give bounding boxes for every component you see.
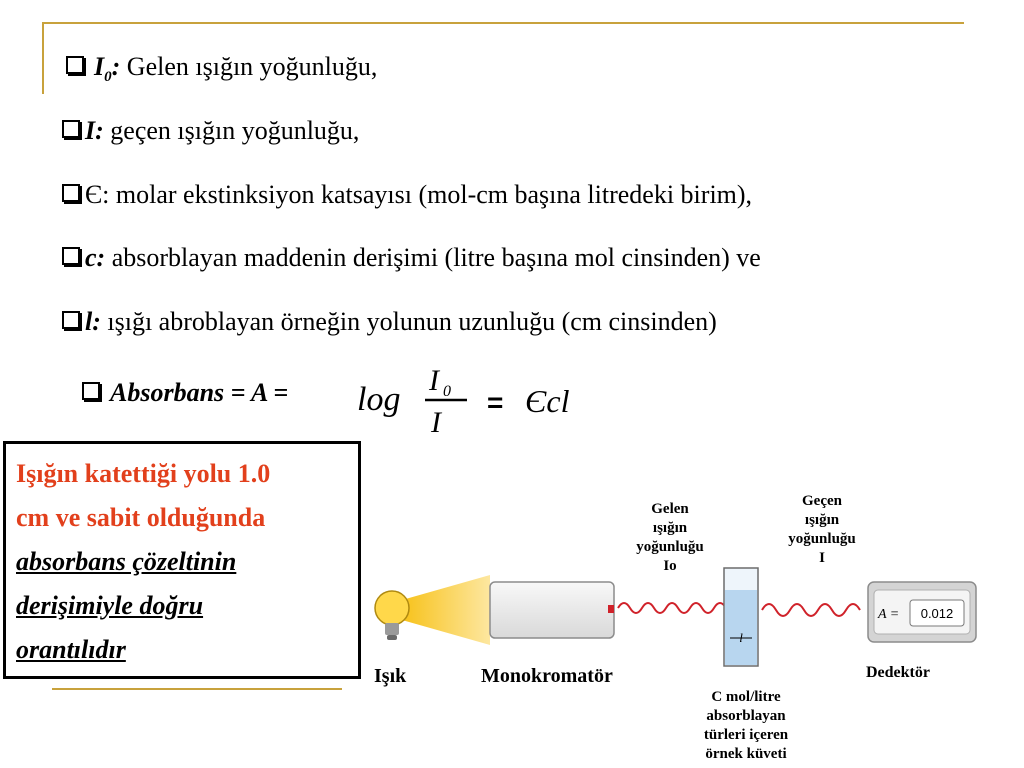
detector-readout-value: 0.012	[920, 606, 954, 621]
bullet-c	[62, 243, 761, 273]
formula-rhs: Єcl	[525, 383, 570, 419]
detector-label: Dedektör	[866, 664, 930, 681]
monochromator-box	[490, 582, 614, 638]
symbol-i0: $I_0$:	[94, 52, 121, 86]
bullet-text: Gelen ışığın yoğunluğu,	[120, 52, 378, 81]
note-box	[3, 441, 361, 679]
spectrophotometer-diagram	[360, 560, 980, 670]
formula-equals: =	[487, 387, 504, 418]
bullet-text: : molar ekstinksiyon katsayısı (mol-cm başına litredeki birim),	[102, 180, 753, 209]
formula-denominator: I	[431, 406, 441, 439]
outgoing-wave	[762, 604, 860, 616]
detector-device	[868, 582, 976, 642]
bullet-i0	[62, 52, 377, 92]
sample-cuvette	[724, 568, 758, 666]
cuvette-label: C mol/litre absorblayan türleri içeren örnek küveti	[703, 689, 789, 762]
light-bulb-icon	[375, 591, 409, 640]
light-beam	[402, 575, 490, 645]
checkbox-bullet-icon	[62, 247, 80, 265]
absorbance-formula-row	[82, 378, 288, 408]
note-line-5: orantılıdır	[16, 635, 126, 664]
light-label: Işık	[374, 665, 407, 687]
bullet-text: absorblayan maddenin derişimi (litre başına mol cinsinden) ve	[105, 243, 761, 272]
note-line-3: absorbans çözeltinin	[16, 547, 237, 576]
symbol-epsilon: Є	[85, 180, 103, 209]
bullet-i	[62, 116, 359, 146]
note-line-4: derişimiyle doğru	[16, 591, 204, 620]
bottom-rule	[52, 688, 342, 690]
left-rule	[42, 22, 44, 94]
note-line-2: cm ve sabit olduğunda	[16, 503, 266, 532]
outgoing-intensity-label: Geçen ışığın yoğunluğu I	[788, 493, 856, 566]
formula-log: log	[357, 381, 401, 418]
detector-readout-label: A =	[878, 607, 900, 622]
symbol-i: I:	[85, 116, 104, 145]
bullet-text: ışığı abroblayan örneğin yolunun uzunluğu (cm cinsinden)	[100, 307, 717, 336]
note-line-1: Işığın katettiği yolu 1.0	[16, 459, 271, 488]
formula-numerator: I	[429, 364, 439, 397]
symbol-l: l:	[85, 307, 101, 336]
bullet-l	[62, 307, 717, 337]
formula-numerator-sub: 0	[443, 383, 451, 400]
bullet-text: geçen ışığın yoğunluğu,	[103, 116, 360, 145]
top-rule	[44, 22, 964, 24]
checkbox-bullet-icon	[62, 311, 80, 329]
checkbox-bullet-icon	[62, 184, 80, 202]
symbol-c: c:	[85, 243, 106, 272]
monochromator-label: Monokromatör	[481, 665, 613, 687]
bullet-epsilon	[62, 180, 752, 210]
checkbox-bullet-icon	[82, 382, 100, 400]
absorbance-label: Absorbans = A =	[110, 378, 289, 407]
checkbox-bullet-icon	[66, 56, 84, 74]
incoming-wave	[618, 603, 726, 613]
incoming-intensity-label: Gelen ışığın yoğunluğu Io	[636, 501, 704, 574]
absorbance-formula	[355, 360, 585, 440]
path-length-symbol: l	[739, 630, 743, 645]
checkbox-bullet-icon	[62, 120, 80, 138]
